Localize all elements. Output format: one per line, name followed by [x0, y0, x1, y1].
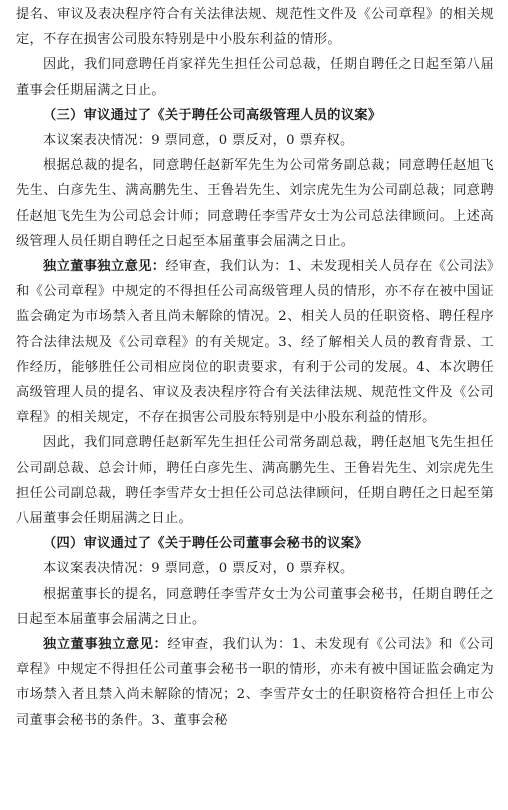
independent-opinion-text: 经审查，我们认为：1、未发现有《公司法》和《公司章程》中规定不得担任公司董事会秘书一职的情形，亦未有被中国证监会确定为市场禁入者且禁入尚未解除的情况；2、李雪芹女士的任职资格符合担任上市公司董事会秘书的条件。3、董事会秘 — [16, 637, 494, 728]
vote-result-3: 本议案表决情况：9 票同意，0 票反对，0 票弃权。 — [43, 133, 354, 149]
paragraph-executives-conclusion: 因此，我们同意聘任赵新军先生担任公司常务副总裁，聘任赵旭飞先生担任公司副总裁、总会计师，聘任白彦先生、满高鹏先生、王鲁岩先生、刘宗虎先生担任公司副总裁，聘任李雪芹女士担任公司总法律顾问，任期自聘任之日起至第八届董事会任期届满之日止。 — [16, 435, 494, 527]
independent-opinion-text: 经审查，我们认为：1、未发现相关人员存在《公司法》和《公司章程》中规定的不得担任公司高级管理人员的情形，亦不存在被中国证监会确定为市场禁入者且尚未解除的情况。2、相关人员的任职资格、聘任程序符合法律法规及《公司章程》的有关规定。3、经了解相关人员的教育背景、工作经历，能够胜任公司相应岗位的职责要求，有利于公司的发展。4、本次聘任高级管理人员的提名、审议及表决程序符合有关法律法规、规范性文件及《公司章程》的相关规定，不存在损害公司股东特别是中小股东利益的情形。 — [16, 259, 494, 426]
vote-result-4: 本议案表决情况：9 票同意，0 票反对，0 票弃权。 — [43, 561, 354, 577]
section-heading-3: （三）审议通过了《关于聘任公司高级管理人员的议案》 — [43, 107, 382, 123]
independent-opinion-label: 独立董事独立意见： — [43, 259, 166, 275]
section-heading-4: （四）审议通过了《关于聘任公司董事会秘书的议案》 — [43, 536, 368, 552]
independent-opinion-4 — [16, 632, 494, 733]
paragraph-continuation: 提名、审议及表决程序符合有关法律法规、规范性文件及《公司章程》的相关规定，不存在损害公司股东特别是中小股东利益的情形。 — [16, 7, 494, 48]
independent-opinion-label: 独立董事独立意见： — [43, 637, 168, 653]
paragraph-nomination-secretary: 根据董事长的提名，同意聘任李雪芹女士为公司董事会秘书，任期自聘任之日起至本届董事会届满之日止。 — [16, 586, 494, 627]
paragraph-nomination-executives: 根据总裁的提名，同意聘任赵新军先生为公司常务副总裁；同意聘任赵旭飞先生、白彦先生、满高鹏先生、王鲁岩先生、刘宗虎先生为公司副总裁；同意聘任赵旭飞先生为公司总会计师；同意聘任李雪芹女士为公司总法律顾问。上述高级管理人员任期自聘任之日起至本届董事会届满之日止。 — [16, 158, 494, 249]
paragraph-president-appointment: 因此，我们同意聘任肖家祥先生担任公司总裁，任期自聘任之日起至第八届董事会任期届满之日止。 — [16, 57, 494, 98]
independent-opinion-3 — [16, 254, 494, 430]
